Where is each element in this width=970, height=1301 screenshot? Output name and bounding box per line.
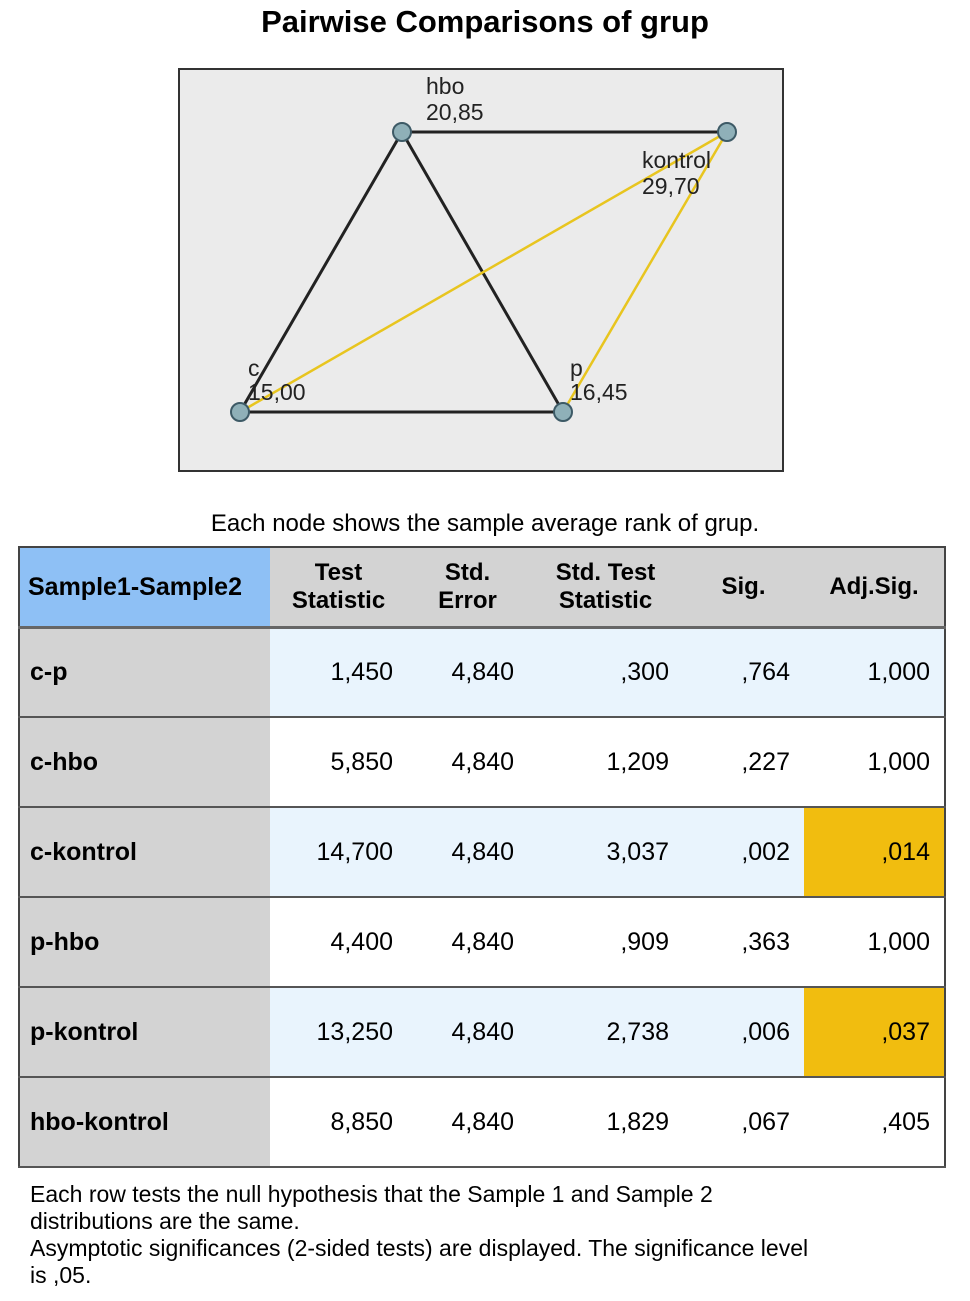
test-statistic-cell: 1,450: [270, 627, 407, 717]
footnote-line: Asymptotic significances (2-sided tests) are displayed. The significance level: [30, 1235, 809, 1261]
test-statistic-cell: 4,400: [270, 897, 407, 987]
row-label: c-p: [19, 627, 270, 717]
node-name-label: c: [248, 355, 260, 381]
std-error-cell: 4,840: [407, 1077, 528, 1167]
sig-cell: ,067: [683, 1077, 804, 1167]
test-statistic-cell: 14,700: [270, 807, 407, 897]
std-test-statistic-cell: 1,829: [528, 1077, 683, 1167]
table-row: [19, 627, 945, 717]
sig-cell: ,764: [683, 627, 804, 717]
node-rank-label: 20,85: [426, 99, 484, 125]
header-std-test-statistic: Std. Test Statistic: [528, 547, 683, 627]
header-sample: Sample1-Sample2: [19, 547, 270, 627]
node-rank-label: 29,70: [642, 173, 700, 199]
row-label: hbo-kontrol: [19, 1077, 270, 1167]
node-name-label: kontrol: [642, 147, 712, 173]
table-row: [19, 717, 945, 807]
std-error-cell: 4,840: [407, 627, 528, 717]
std-test-statistic-cell: 1,209: [528, 717, 683, 807]
network-canvas: [180, 70, 782, 470]
header-test-statistic: Test Statistic: [270, 547, 407, 627]
sig-cell: ,002: [683, 807, 804, 897]
std-error-cell: 4,840: [407, 897, 528, 987]
adj-sig-cell: ,037: [804, 987, 945, 1077]
row-label: c-kontrol: [19, 807, 270, 897]
footnote-line: Each row tests the null hypothesis that the Sample 1 and Sample 2: [30, 1181, 713, 1207]
pairwise-network-diagram: [178, 68, 784, 472]
footnote-line: is ,05.: [30, 1262, 92, 1288]
sig-cell: ,363: [683, 897, 804, 987]
diagram-caption: Each node shows the sample average rank of grup.: [210, 510, 760, 537]
table-row: [19, 807, 945, 897]
footnote-line: distributions are the same.: [30, 1208, 300, 1234]
table-row: [19, 897, 945, 987]
adj-sig-cell: ,014: [804, 807, 945, 897]
sig-cell: ,006: [683, 987, 804, 1077]
std-error-cell: 4,840: [407, 987, 528, 1077]
table-row: [19, 1077, 945, 1167]
row-label: c-hbo: [19, 717, 270, 807]
row-label: p-kontrol: [19, 987, 270, 1077]
node-name-label: hbo: [426, 73, 465, 99]
test-statistic-cell: 13,250: [270, 987, 407, 1077]
adj-sig-cell: 1,000: [804, 717, 945, 807]
test-statistic-cell: 8,850: [270, 1077, 407, 1167]
node-rank-label: 16,45: [570, 379, 628, 405]
chart-title: Pairwise Comparisons of grup: [261, 4, 709, 39]
header-adj-sig: Adj.Sig.: [804, 547, 945, 627]
std-test-statistic-cell: 3,037: [528, 807, 683, 897]
adj-sig-cell: ,405: [804, 1077, 945, 1167]
node-p: [554, 403, 572, 421]
test-statistic-cell: 5,850: [270, 717, 407, 807]
header-std-error: Std. Error: [407, 547, 528, 627]
node-hbo: [393, 123, 411, 141]
row-label: p-hbo: [19, 897, 270, 987]
std-test-statistic-cell: ,300: [528, 627, 683, 717]
table-header-row: [19, 547, 945, 627]
std-error-cell: 4,840: [407, 717, 528, 807]
std-test-statistic-cell: 2,738: [528, 987, 683, 1077]
std-error-cell: 4,840: [407, 807, 528, 897]
header-sig: Sig.: [683, 547, 804, 627]
std-test-statistic-cell: ,909: [528, 897, 683, 987]
table-footnote: [30, 1181, 950, 1289]
table-row: [19, 987, 945, 1077]
node-name-label: p: [570, 355, 583, 381]
edge-c-hbo: [240, 132, 402, 412]
adj-sig-cell: 1,000: [804, 627, 945, 717]
node-c: [231, 403, 249, 421]
node-rank-label: 15,00: [248, 379, 306, 405]
adj-sig-cell: 1,000: [804, 897, 945, 987]
pairwise-comparisons-table: [18, 546, 946, 1168]
node-kontrol: [718, 123, 736, 141]
sig-cell: ,227: [683, 717, 804, 807]
